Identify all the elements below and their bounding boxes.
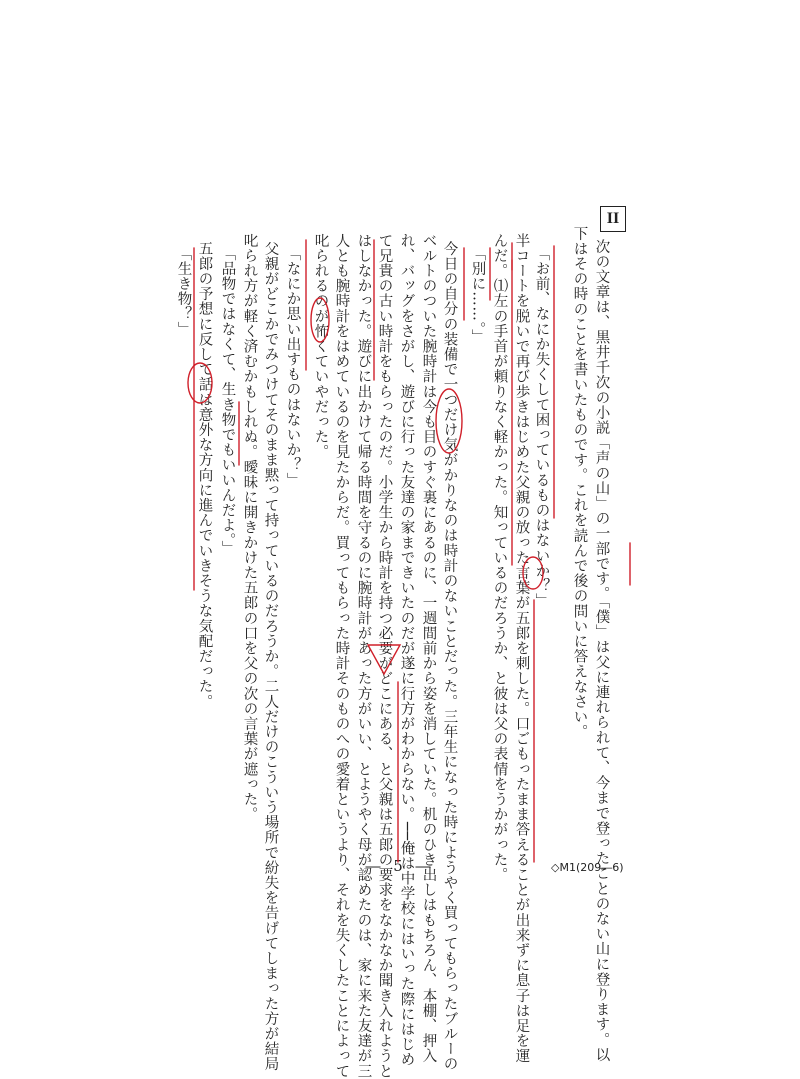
- text-line-4: 半コートを脱いで再び歩きはじめた父親の放った言葉が五郎を刺した。口ごもったまま答えることが出来ずに息子は足を運: [513, 233, 530, 1064]
- text-line-16: 叱られ方が軽く済むかもしれぬ。曖昧に開きかけた五郎の口を父の次の言葉が遮った。: [241, 233, 258, 822]
- text-line-6: 「別に……。」: [469, 246, 486, 345]
- text-line-14: 「なにか思い出すものはないか？」: [284, 246, 301, 488]
- text-line-5: んだ。⑴左の手首が頼りなく軽かった。知っているのだろうか、と彼は父の表情をうかがった。: [491, 233, 508, 883]
- text-line-2: 下はその時のことを書いたものです。これを読んで後の問いに答えなさい。: [571, 226, 588, 740]
- text-line-19: 「生き物？」: [175, 246, 192, 337]
- text-line-12: 人とも腕時計をはめているのを見たからだ。買ってもらった時計そのものへの愛着というより、それを失くしたことによって: [333, 233, 350, 1079]
- text-line-11: はしなかった。遊びに出かけて帰る時間を守るのに腕時計があった方がいい、とようやく母が認めたのは、家に来た友達が三: [355, 233, 372, 1079]
- exam-code: ◇M1(209―6): [551, 861, 624, 874]
- text-line-8: ベルトのついた腕時計は今も目のすぐ裏にあるのに、一週間前から姿を消していた。机のひき出しはもちろん、本棚、押入: [420, 233, 437, 1064]
- text-line-3: 「お前、なにか失くして困っているものはないか？」: [533, 246, 550, 609]
- text-line-18: 五郎の予想に反して話は意外な方向に進んでいきそうな気配だった。: [196, 241, 213, 710]
- text-line-15: 父親がどこかでみつけてそのまま黙って持っているのだろうか。二人だけのこういう場所で紛失を告げてしまった方が結局: [262, 241, 279, 1072]
- text-line-1: 次の文章は、黒井千次の小説「声の山」の一部です。「僕」は父に連れられて、今まで登ったことのない山に登ります。以: [593, 239, 610, 1063]
- page-number: ― 5 ―: [365, 857, 435, 875]
- text-line-17: 「品物ではなくて、生き物でもいいんだよ。」: [219, 246, 236, 556]
- text-line-10: て兄貴の古い時計をもらったのだ。小学生から時計を持つ必要がどこにある、と父親は五郎の要求をなかなか聞き入れようと: [376, 233, 393, 1079]
- text-line-7: 今日の自分の装備で一つだけ気がかりなのは時計のないことだった。三年生になった時にようやく買ってもらったブルーの: [441, 241, 458, 1072]
- section-label: II: [600, 206, 626, 232]
- text-line-13: 叱られるのが怖くていやだった。: [312, 233, 329, 460]
- text-line-9: れ、バッグをさがし、遊びに行った友達の家まできいたのだが遂に行方がわからない。──俺は中学校にはいった際にはじめ: [398, 233, 415, 1068]
